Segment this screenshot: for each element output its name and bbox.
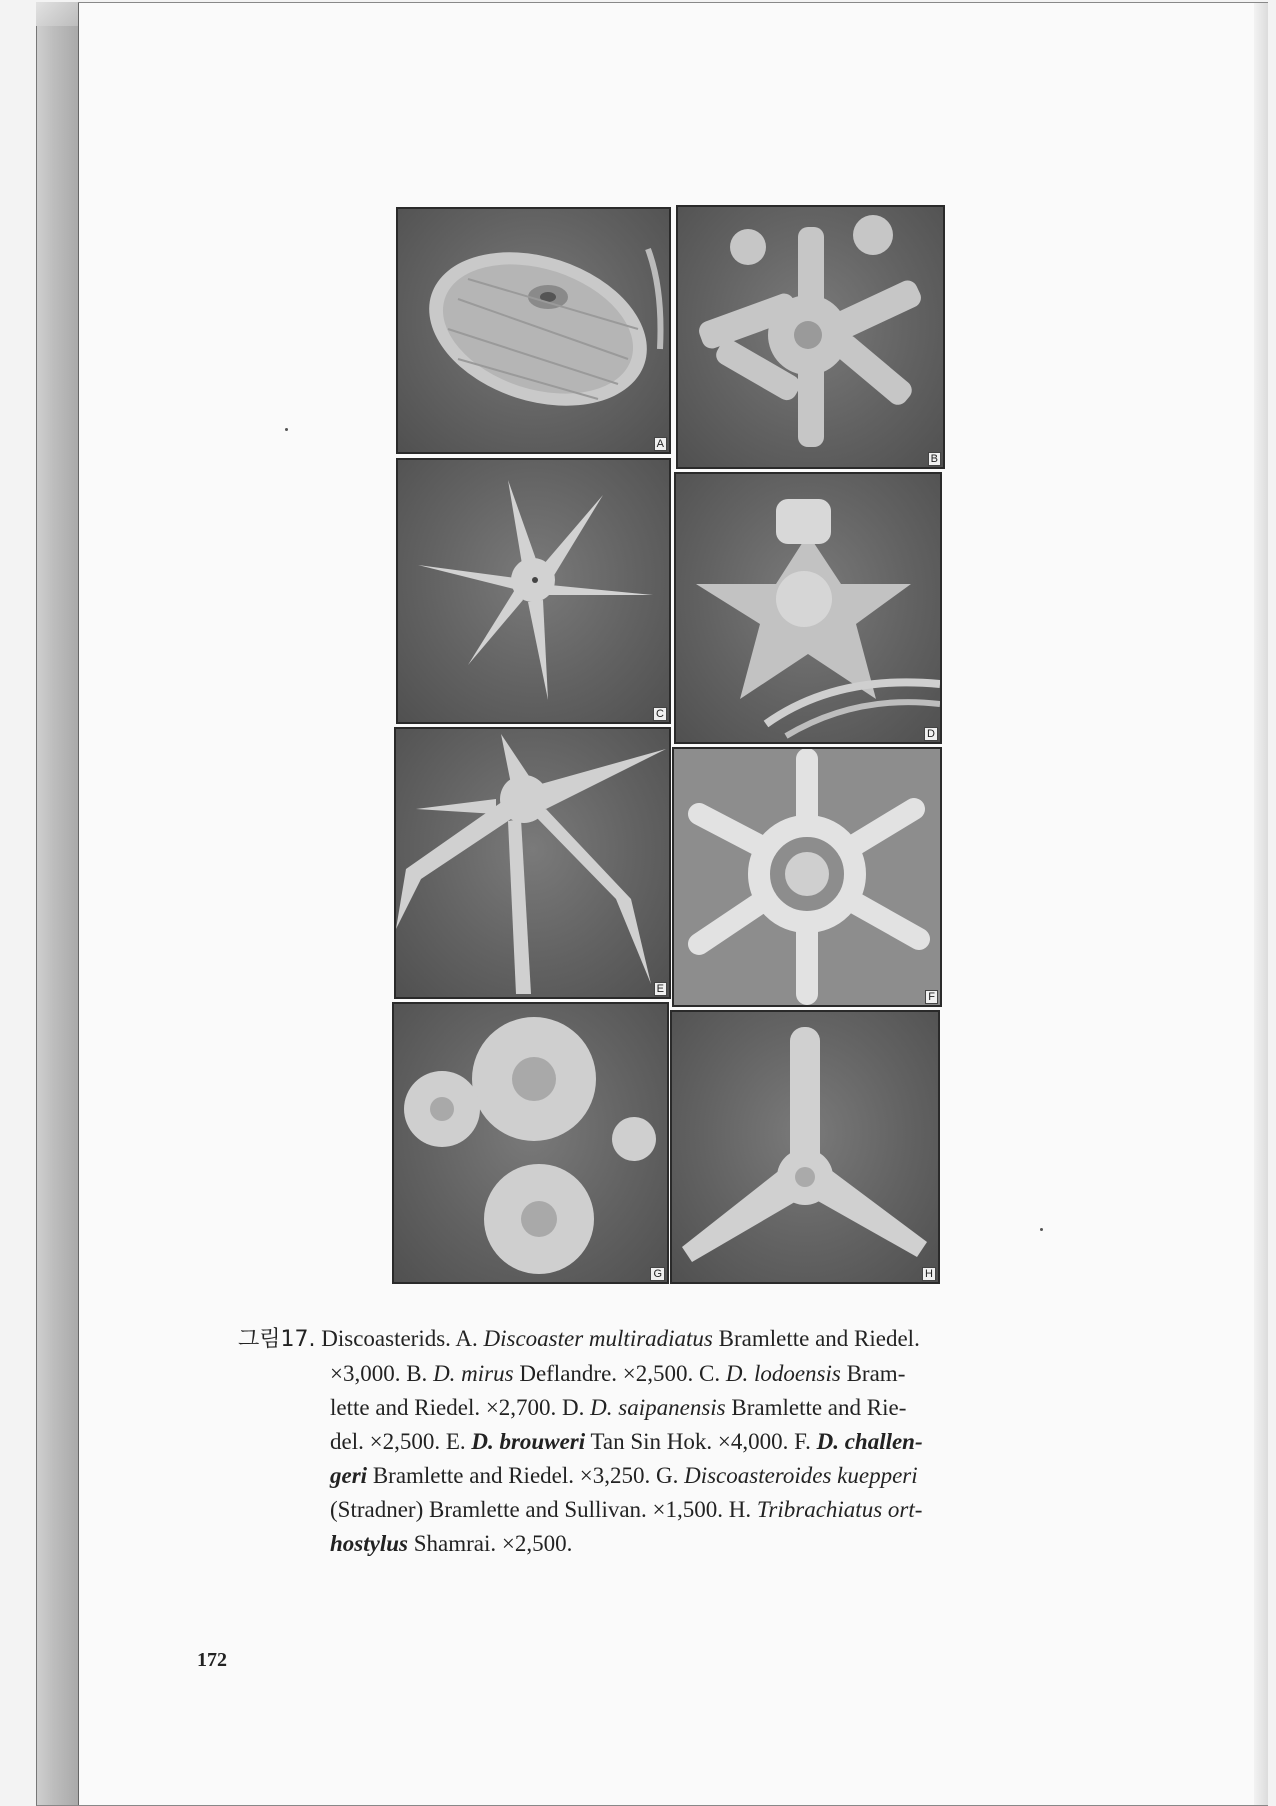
plate-c-image: [398, 460, 669, 722]
caption-line-3: [330, 1391, 1118, 1425]
plate-d: [674, 472, 942, 744]
plate-a-image: [398, 209, 669, 452]
caption-species: D. lodoensis: [725, 1361, 841, 1386]
caption-text: Tan Sin Hok. ×4,000. F.: [585, 1429, 817, 1454]
caption-species: D. saipanensis: [590, 1395, 726, 1420]
plate-h: [670, 1010, 940, 1284]
caption-text: Shamrai. ×2,500.: [407, 1531, 573, 1556]
caption-line-1: [238, 1322, 1118, 1357]
caption-text: Bramlette and Riedel. ×3,250. G.: [367, 1463, 685, 1488]
caption-text: (Stradner) Bramlette and Sullivan. ×1,500. H.: [330, 1497, 757, 1522]
plate-a-tag: A: [654, 437, 667, 451]
caption-line-7: [330, 1527, 1118, 1561]
plate-g-image: [394, 1004, 667, 1282]
plate-f: [672, 747, 942, 1007]
figure-caption: [238, 1322, 1118, 1561]
plate-a: [396, 207, 671, 454]
caption-text: Bram-: [840, 1361, 906, 1386]
plate-h-tag: H: [922, 1267, 936, 1281]
plate-e-image: [396, 729, 669, 997]
plate-c-tag: C: [653, 707, 667, 721]
caption-text: Bramlette and Riedel.: [712, 1326, 920, 1351]
plate-e-tag: E: [654, 982, 667, 996]
page-number: 172: [197, 1649, 227, 1671]
book-spine-top: [36, 2, 78, 26]
dust-speck: [1040, 1228, 1043, 1231]
caption-text: ×3,000. B.: [330, 1361, 434, 1386]
plate-b-tag: B: [928, 452, 941, 466]
plate-f-tag: F: [925, 990, 938, 1004]
plate-d-image: [676, 474, 940, 742]
caption-species: geri: [330, 1463, 368, 1488]
page-left-edge: [78, 3, 79, 1805]
caption-species: hostylus: [330, 1531, 408, 1556]
caption-line-4: [330, 1425, 1118, 1459]
caption-line-6: [330, 1493, 1118, 1527]
plate-b-image: [678, 207, 943, 467]
plate-g-tag: G: [650, 1267, 665, 1281]
caption-species: D. brouweri: [471, 1429, 586, 1454]
caption-species: D. mirus: [433, 1361, 514, 1386]
caption-text: lette and Riedel. ×2,700. D.: [330, 1395, 591, 1420]
plate-g: [392, 1002, 669, 1284]
figure-label: 그림17.: [238, 1327, 316, 1352]
page-right-edge: [1254, 3, 1268, 1805]
caption-line-2: [330, 1357, 1118, 1391]
book-spine: [36, 2, 79, 1806]
dust-speck: [285, 428, 288, 431]
plate-b: [676, 205, 945, 469]
caption-species: Discoaster multiradiatus: [483, 1326, 713, 1351]
plate-d-tag: D: [924, 727, 938, 741]
plate-f-image: [674, 749, 940, 1005]
caption-text: Discoasterids. A.: [321, 1326, 484, 1351]
caption-line-5: [330, 1459, 1118, 1493]
caption-species: Discoasteroides kuepperi: [684, 1463, 918, 1488]
caption-text: Bramlette and Rie-: [725, 1395, 907, 1420]
plate-e: [394, 727, 671, 999]
plate-h-image: [672, 1012, 938, 1282]
caption-species: D. challen-: [816, 1429, 923, 1454]
caption-text: del. ×2,500. E.: [330, 1429, 472, 1454]
caption-text: Deflandre. ×2,500. C.: [513, 1361, 726, 1386]
caption-species: Tribrachiatus ort-: [756, 1497, 923, 1522]
plate-c: [396, 458, 671, 724]
